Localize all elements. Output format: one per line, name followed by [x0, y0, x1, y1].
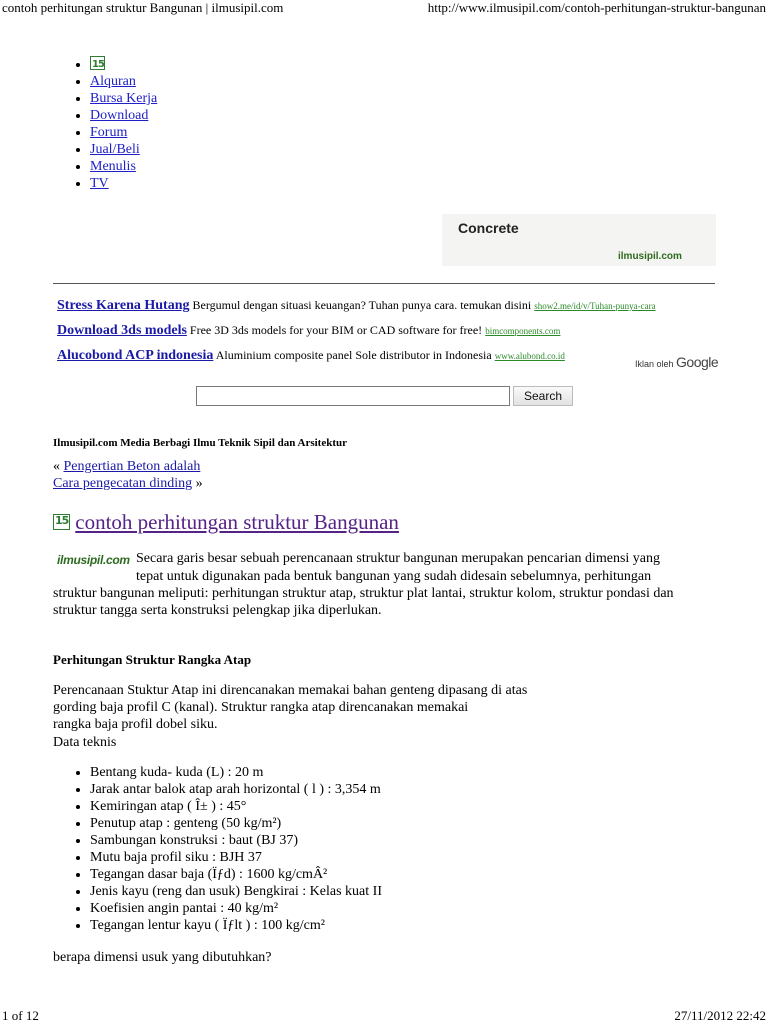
list-item: • Kemiringan atap ( Î± ) : 45° — [90, 798, 382, 815]
list-item: • Koefisien angin pantai : 40 kg/m² — [90, 900, 382, 917]
print-timestamp: 27/11/2012 22:42 — [674, 1008, 766, 1023]
ad-title-link[interactable]: Stress Karena Hutang — [57, 298, 190, 313]
nav-item-tv[interactable] — [90, 175, 157, 192]
list-item: • Sambungan konstruksi : baut (BJ 37) — [90, 832, 382, 849]
intro-line-3: struktur bangunan meliputi: perhitungan struktur atap, struktur plat lantai, struktur kolom, struktur pondasi dan — [53, 586, 674, 601]
list-item: • Tegangan lentur kayu ( Ïƒlt ) : 100 kg/cm² — [90, 917, 382, 934]
intro-line-4: struktur tangga serta konstruksi pelengkap jika diperlukan. — [53, 603, 382, 618]
ad-title-link[interactable]: Download 3ds models — [57, 323, 187, 338]
section-line-1: Perencanaan Stuktur Atap ini direncanakan memakai bahan genteng dipasang di atas — [53, 683, 528, 698]
section-line-4: Data teknis — [53, 735, 117, 750]
site-tagline: Ilmusipil.com Media Berbagi Ilmu Teknik Sipil dan Arsitektur — [53, 437, 348, 449]
concrete-banner[interactable] — [442, 214, 716, 266]
banner-title: Concrete — [458, 220, 519, 236]
section-line-2: gording baja profil C (kanal). Struktur rangka atap direncanakan memakai — [53, 700, 469, 715]
section-title: Perhitungan Struktur Rangka Atap — [53, 652, 252, 667]
nav-item-forum[interactable] — [90, 124, 157, 141]
ads-by-google[interactable]: Iklan oleh Google — [635, 354, 719, 370]
section-line-3: rangka baja profil dobel siku. — [53, 717, 218, 732]
list-item: • Mutu baja profil siku : BJH 37 — [90, 849, 382, 866]
nav-link-menulis[interactable]: Menulis — [90, 159, 136, 174]
search-button[interactable]: Search — [513, 386, 573, 406]
nav-item-download[interactable] — [90, 107, 157, 124]
ilmusipil-logo: ilmusipil.com — [57, 553, 130, 567]
post-title[interactable] — [53, 510, 399, 535]
nav-link-alquran[interactable]: Alquran — [90, 74, 136, 89]
next-post-link[interactable]: Cara pengecatan dinding — [53, 476, 193, 491]
site-logo-icon[interactable]: • 15 — [90, 56, 105, 70]
ad-description: Bergumul dengan situasi keuangan? Tuhan punya cara. temukan disini — [189, 298, 535, 312]
nav-item-menulis[interactable] — [90, 158, 157, 175]
question-text: berapa dimensi usuk yang dibutuhkan? — [53, 950, 272, 965]
print-header-title: contoh perhitungan struktur Bangunan | ilmusipil.com — [2, 0, 284, 15]
ad-url-link[interactable]: www.alubond.co.id — [494, 351, 565, 361]
list-item: • Jenis kayu (reng dan usuk) Bengkirai : Kelas kuat II — [90, 883, 382, 900]
nav-item-bursa-kerja[interactable] — [90, 90, 157, 107]
top-navigation — [73, 56, 157, 192]
nav-link-download[interactable]: Download — [90, 108, 149, 123]
ad-title-link[interactable]: Alucobond ACP indonesia — [57, 348, 214, 363]
nav-link-tv[interactable]: TV — [90, 176, 109, 191]
ad-alucobond — [57, 347, 565, 364]
nav-link-forum[interactable]: Forum — [90, 125, 128, 140]
ad-download-3ds — [57, 322, 560, 339]
list-item: • Jarak antar balok atap arah horizontal ( l ) : 3,354 m — [90, 781, 382, 798]
divider — [53, 283, 715, 284]
ad-url-link[interactable]: show2.me/id/v/Tuhan-punya-cara — [534, 301, 656, 311]
list-item: • Tegangan dasar baja (Ïƒd) : 1600 kg/cmÂ² — [90, 866, 382, 883]
page-counter: 1 of 12 — [2, 1008, 39, 1023]
list-item: • Bentang kuda- kuda (L) : 20 m — [90, 764, 382, 781]
nav-item-alquran[interactable] — [90, 73, 157, 90]
next-post: Cara pengecatan dinding » — [53, 476, 203, 491]
list-item: • Penutup atap : genteng (50 kg/m²) — [90, 815, 382, 832]
ad-url-link[interactable]: bimcomponents.com — [485, 326, 561, 336]
ad-description: Free 3D 3ds models for your BIM or CAD software for free! — [186, 323, 486, 337]
nav-item-jual-beli[interactable] — [90, 141, 157, 158]
prev-post-link[interactable]: Pengertian Beton adalah — [63, 459, 201, 474]
banner-site: ilmusipil.com — [618, 251, 682, 262]
google-logo: Google — [676, 354, 719, 370]
intro-line-2: tepat untuk digunakan pada bentuk bangunan yang sudah didesain sebelumnya, perhitungan — [136, 569, 652, 584]
ad-stress-karena-hutang — [57, 297, 656, 314]
intro-line-1: Secara garis besar sebuah perencanaan struktur bangunan merupakan pencarian dimensi yang — [136, 551, 661, 566]
prev-post: « Pengertian Beton adalah — [53, 459, 201, 474]
nav-item-logo[interactable] — [90, 56, 157, 73]
post-logo-icon: 15 — [53, 514, 70, 530]
technical-data-list — [73, 764, 382, 934]
post-title-text[interactable]: contoh perhitungan struktur Bangunan — [75, 510, 399, 534]
nav-link-jual-beli[interactable]: Jual/Beli — [90, 142, 140, 157]
print-header-url: http://www.ilmusipil.com/contoh-perhitungan-struktur-bangunan — [427, 0, 766, 15]
nav-link-bursa-kerja[interactable]: Bursa Kerja — [90, 91, 158, 106]
ad-description: Aluminium composite panel Sole distributor in Indonesia — [213, 348, 495, 362]
search-input[interactable] — [196, 386, 510, 406]
